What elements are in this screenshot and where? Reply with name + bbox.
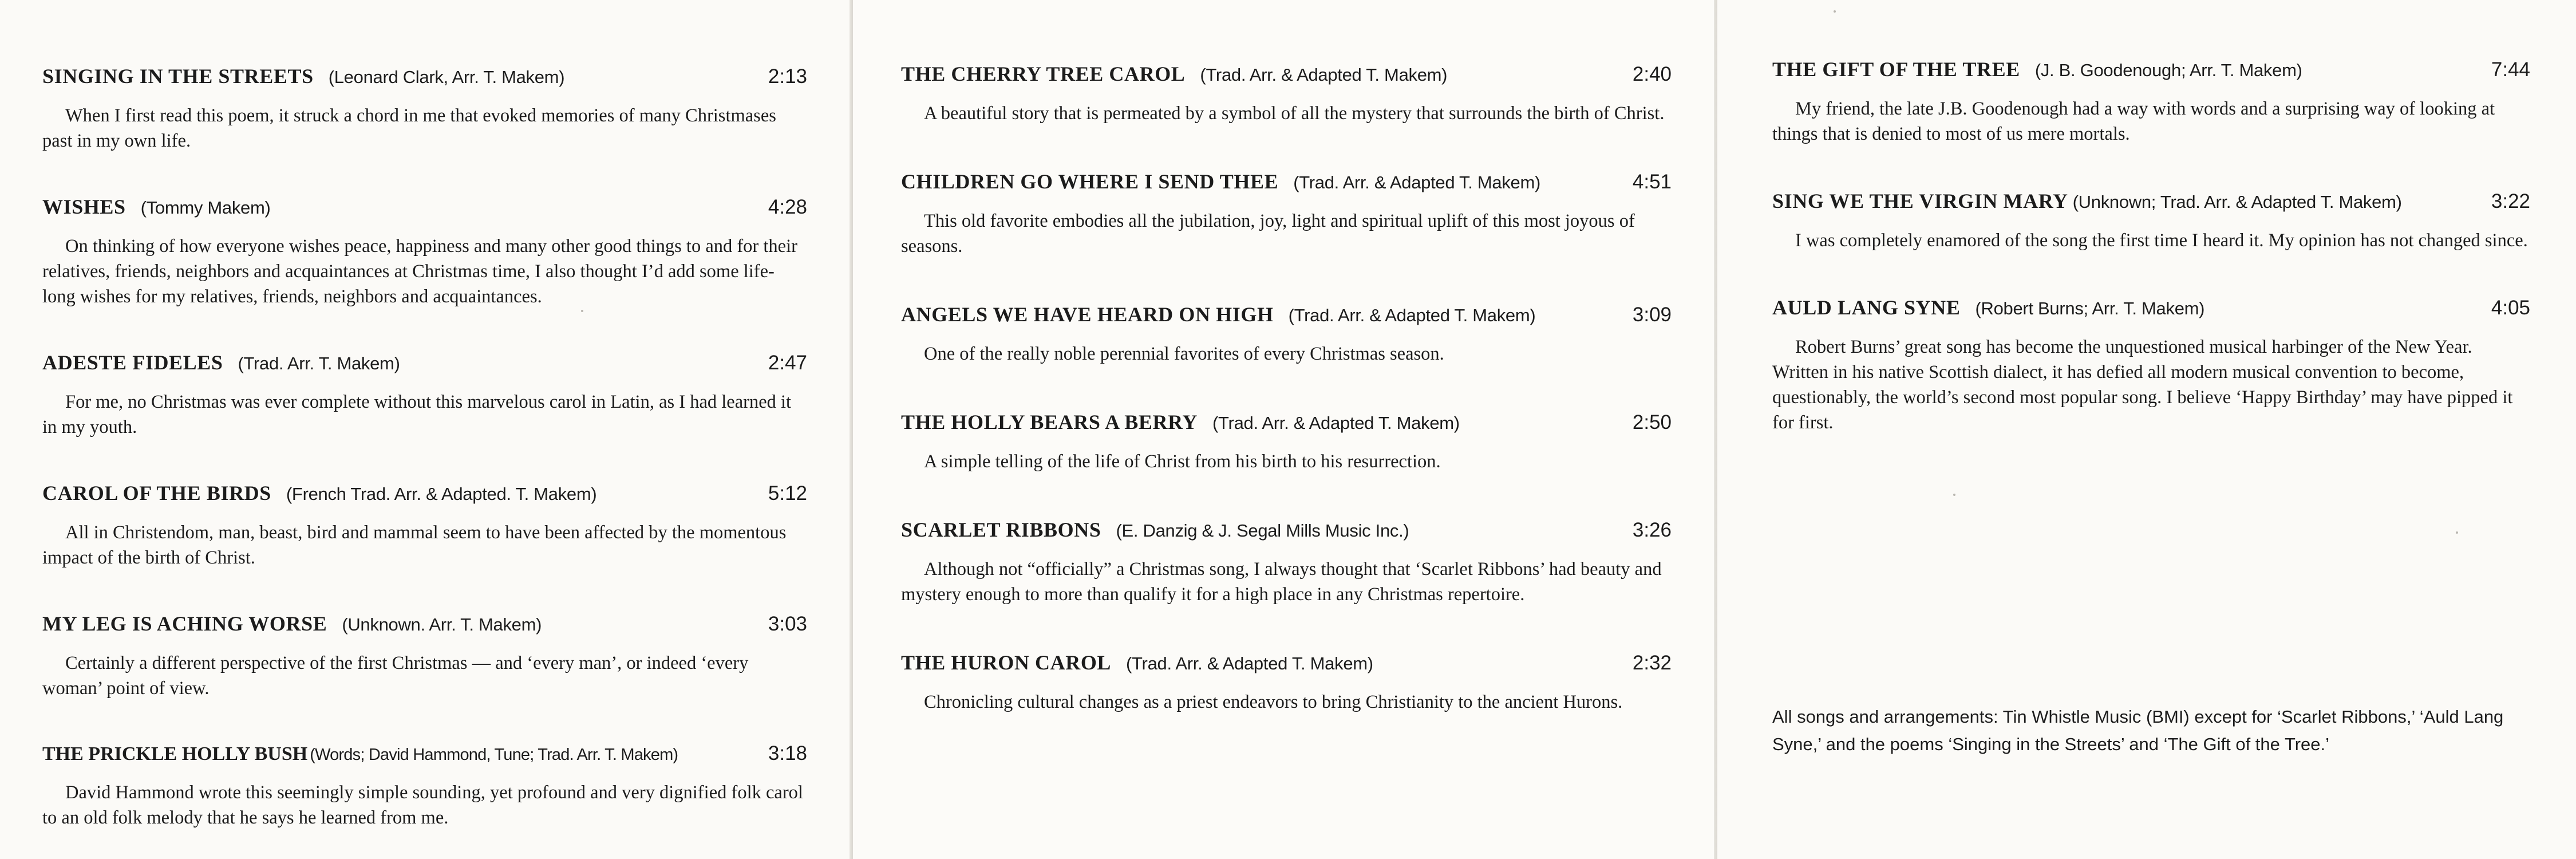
track-description: Chronicling cultural changes as a priest endeavors to bring Christianity to the ancient Hurons. <box>924 692 1623 712</box>
track-credit: (Robert Burns; Arr. T. Makem) <box>1975 298 2205 318</box>
track-credit: (Leonard Clark, Arr. T. Makem) <box>328 67 565 87</box>
track-entry <box>42 481 807 570</box>
copyright-footer: All songs and arrangements: Tin Whistle Music (BMI) except for ‘Scarlet Ribbons,’ ‘Auld Lang Syne,’ and the poems ‘Singing in the Streets’ and ‘The Gift of the Tree.’ <box>1772 707 2504 754</box>
track-heading <box>42 350 807 375</box>
track-duration: 7:44 <box>2491 58 2530 81</box>
track-description: This old favorite embodies all the jubilation, joy, light and spiritual uplift of this most joyous of seasons. <box>901 211 1635 257</box>
track-description: I was completely enamored of the song the first time I heard it. My opinion has not changed since. <box>1795 230 2528 251</box>
track-heading <box>42 742 807 765</box>
track-entry <box>42 64 807 153</box>
liner-panel-left <box>0 0 853 859</box>
track-duration: 2:40 <box>1632 63 1672 85</box>
paper-speck <box>2456 531 2458 534</box>
track-description: A simple telling of the life of Christ from his birth to his resurrection. <box>924 451 1441 472</box>
track-title: THE GIFT OF THE TREE <box>1772 58 2020 81</box>
track-entry <box>901 170 1672 259</box>
track-credit: (Words; David Hammond, Tune; Trad. Arr. T. Makem) <box>310 746 678 764</box>
track-heading <box>1772 57 2530 81</box>
track-title: ANGELS WE HAVE HEARD ON HIGH <box>901 303 1274 326</box>
track-heading <box>42 481 807 505</box>
track-heading <box>42 612 807 636</box>
track-heading <box>901 410 1672 434</box>
track-duration: 2:47 <box>768 352 807 374</box>
track-credit: (Unknown; Trad. Arr. & Adapted T. Makem) <box>2072 192 2402 212</box>
track-duration: 4:05 <box>2491 297 2530 319</box>
track-heading <box>901 518 1672 542</box>
track-description: When I first read this poem, it struck a chord in me that evoked memories of many Christmases past in my own life. <box>42 105 776 151</box>
track-credit: (Trad. Arr. & Adapted T. Makem) <box>1293 172 1541 192</box>
track-heading <box>42 195 807 219</box>
track-entry <box>901 62 1672 126</box>
track-title: MY LEG IS ACHING WORSE <box>42 612 327 635</box>
track-duration: 3:03 <box>768 613 807 635</box>
track-title: THE CHERRY TREE CAROL <box>901 62 1186 85</box>
track-credit: (Trad. Arr. & Adapted T. Makem) <box>1200 65 1448 85</box>
track-entry <box>901 410 1672 474</box>
track-description: Although not “officially” a Christmas song, I always thought that ‘Scarlet Ribbons’ had beauty and mystery enough to more than qualify it for a high place in any Christmas repertoire. <box>901 559 1662 605</box>
track-credit: (J. B. Goodenough; Arr. T. Makem) <box>2034 60 2302 80</box>
track-credit: (French Trad. Arr. & Adapted. T. Makem) <box>286 484 597 504</box>
track-duration: 2:32 <box>1632 652 1672 674</box>
track-description: A beautiful story that is permeated by a symbol of all the mystery that surrounds the birth of Christ. <box>924 103 1665 124</box>
track-credit: (Trad. Arr. & Adapted T. Makem) <box>1126 653 1373 673</box>
track-description: On thinking of how everyone wishes peace, happiness and many other good things to and for their relatives, friends, neighbors and acquaintances at Christmas time, I also thought I’d add some life-long wishes for my relatives, friends, neighbors and acquaintances. <box>42 236 797 307</box>
track-credit: (Trad. Arr. & Adapted T. Makem) <box>1212 413 1460 433</box>
track-heading <box>1772 295 2530 320</box>
track-description: All in Christendom, man, beast, bird and mammal seem to have been affected by the momentous impact of the birth of Christ. <box>42 522 787 568</box>
track-entry <box>42 195 807 309</box>
track-title: THE HURON CAROL <box>901 651 1112 674</box>
track-entry <box>42 612 807 701</box>
track-duration: 2:50 <box>1632 411 1672 434</box>
track-description: David Hammond wrote this seemingly simple sounding, yet profound and very dignified folk carol to an old folk melody that he says he learned from me. <box>42 782 803 828</box>
track-duration: 5:12 <box>768 482 807 505</box>
track-title: ADESTE FIDELES <box>42 351 223 374</box>
track-duration: 4:51 <box>1632 171 1672 193</box>
liner-panel-right <box>1717 0 2576 859</box>
track-duration: 4:28 <box>768 196 807 218</box>
paper-speck <box>581 310 583 312</box>
track-title: WISHES <box>42 195 126 218</box>
track-heading <box>901 302 1672 326</box>
track-title: CHILDREN GO WHERE I SEND THEE <box>901 170 1279 193</box>
track-title: THE PRICKLE HOLLY BUSH <box>42 743 308 765</box>
track-duration: 3:09 <box>1632 304 1672 326</box>
track-description: My friend, the late J.B. Goodenough had a way with words and a surprising way of looking at things that is denied to most of us mere mortals. <box>1772 98 2495 144</box>
track-heading <box>42 64 807 88</box>
track-title: SING WE THE VIRGIN MARY <box>1772 190 2068 212</box>
track-entry <box>901 651 1672 715</box>
track-credit: (Trad. Arr. & Adapted T. Makem) <box>1288 305 1536 325</box>
track-description: For me, no Christmas was ever complete without this marvelous carol in Latin, as I had learned it in my youth. <box>42 392 792 438</box>
track-title: AULD LANG SYNE <box>1772 296 1961 319</box>
track-duration: 3:18 <box>768 742 807 765</box>
track-heading <box>1772 189 2530 213</box>
paper-speck <box>1953 494 1955 496</box>
liner-panel-middle <box>853 0 1717 859</box>
track-title: SINGING IN THE STREETS <box>42 65 314 88</box>
track-duration: 3:26 <box>1632 519 1672 541</box>
track-credit: (Tommy Makem) <box>140 198 271 218</box>
track-entry <box>42 350 807 440</box>
track-description: One of the really noble perennial favorites of every Christmas season. <box>924 344 1444 364</box>
track-entry <box>901 302 1672 367</box>
track-description: Robert Burns’ great song has become the unquestioned musical harbinger of the New Year. Written in his native Scottish dialect, it has defied all modern musical convention to become, questionably, the world’s second most popular song. I believe ‘Happy Birthday’ may have pipped it for first. <box>1772 337 2513 433</box>
track-entry <box>1772 189 2530 253</box>
track-heading <box>901 170 1672 194</box>
track-title: SCARLET RIBBONS <box>901 518 1101 541</box>
track-entry <box>42 742 807 830</box>
track-duration: 3:22 <box>2491 190 2530 212</box>
paper-speck <box>1834 10 1836 13</box>
track-entry <box>1772 295 2530 435</box>
track-title: CAROL OF THE BIRDS <box>42 482 271 505</box>
track-heading <box>901 651 1672 675</box>
track-title: THE HOLLY BEARS A BERRY <box>901 411 1198 434</box>
track-heading <box>901 62 1672 86</box>
track-credit: (Trad. Arr. T. Makem) <box>238 353 400 373</box>
track-entry <box>901 518 1672 607</box>
track-duration: 2:13 <box>768 65 807 88</box>
track-entry <box>1772 57 2530 147</box>
track-description: Certainly a different perspective of the first Christmas — and ‘every man’, or indeed ‘every woman’ point of view. <box>42 653 749 699</box>
track-credit: (E. Danzig & J. Segal Mills Music Inc.) <box>1116 521 1409 541</box>
track-credit: (Unknown. Arr. T. Makem) <box>342 614 542 635</box>
